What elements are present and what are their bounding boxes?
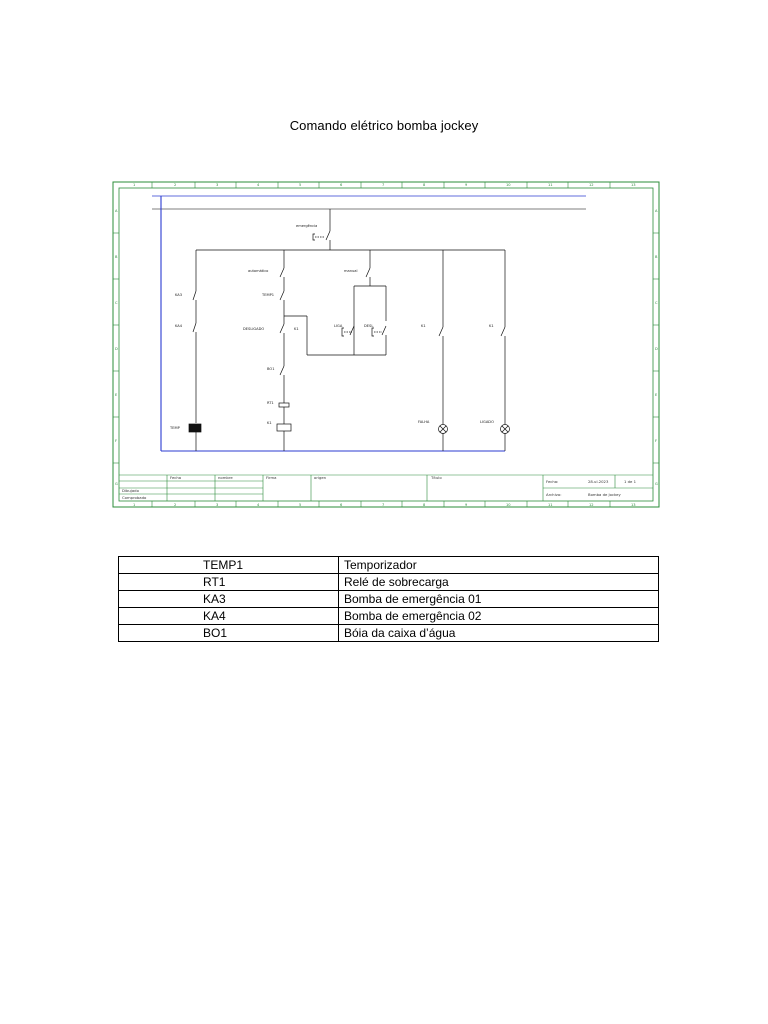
ruler-top-number: 3 (216, 183, 219, 187)
ruler-left-letter: E (115, 393, 118, 397)
legend-code: RT1 (119, 574, 339, 591)
label-lamp-falha: FALHA (418, 420, 430, 424)
legend-description: Bomba de emergência 02 (339, 608, 659, 625)
tb-fecha-r: Fecha: (546, 479, 559, 484)
legend-table (118, 556, 659, 642)
tb-fecha: Fecha (170, 475, 182, 480)
legend-row (119, 591, 659, 608)
legend-description: Relé de sobrecarga (339, 574, 659, 591)
tb-archivo-val: Bomba de Jockey (588, 492, 621, 497)
ruler-left-letter: B (115, 255, 118, 259)
ruler-bottom-number: 4 (257, 503, 260, 507)
ruler-right-letter: D (655, 347, 658, 351)
ruler-bottom-number: 3 (216, 503, 219, 507)
tb-fecha-val: 28.ul.2023 (588, 479, 609, 484)
ruler-right-letter: G (655, 482, 658, 486)
legend-row (119, 557, 659, 574)
ruler-bottom-number: 8 (423, 503, 426, 507)
ruler-top-number: 6 (340, 183, 343, 187)
ruler-top-number: 10 (506, 183, 511, 187)
ruler-bottom-number: 1 (133, 503, 136, 507)
legend-code: KA4 (119, 608, 339, 625)
ruler-top-number: 8 (423, 183, 426, 187)
label-automatico: automático (248, 269, 269, 273)
ruler-bottom-number: 6 (340, 503, 343, 507)
ruler-right-letter: C (655, 301, 658, 305)
legend-row (119, 608, 659, 625)
label-rt1: RT1 (267, 401, 274, 405)
legend-row (119, 574, 659, 591)
ruler-right-letter: A (655, 209, 658, 213)
legend-description: Temporizador (339, 557, 659, 574)
legend-row (119, 625, 659, 642)
ruler-top-number: 5 (299, 183, 302, 187)
ruler-top-number: 13 (631, 183, 636, 187)
ruler-top-number: 2 (174, 183, 177, 187)
ruler-left-letter: C (115, 301, 118, 305)
tb-firma: Firma (266, 475, 277, 480)
label-k1-b: K1 (489, 324, 494, 328)
label-desligado: DESLIGADO (243, 327, 265, 331)
ruler-top-number: 9 (465, 183, 468, 187)
ruler-top-number: 7 (382, 183, 385, 187)
label-liga: LIGA (334, 324, 343, 328)
ruler-top-number: 4 (257, 183, 260, 187)
legend-description: Bóia da caixa d’água (339, 625, 659, 642)
electrical-schematic (112, 181, 660, 509)
ruler-top-number: 12 (589, 183, 594, 187)
label-temp-coil: TEMP (170, 426, 180, 430)
label-manual: manual (344, 269, 358, 273)
document-title: Comando elétrico bomba jockey (289, 118, 479, 133)
tb-nombre: nombre (218, 475, 233, 480)
label-ka4: KA4 (175, 324, 183, 328)
ruler-bottom-number: 13 (631, 503, 636, 507)
legend-code: KA3 (119, 591, 339, 608)
label-temp1: TEMP1 (262, 293, 275, 297)
ruler-left-letter: A (115, 209, 118, 213)
ruler-left-letter: G (115, 482, 118, 486)
ruler-bottom-number: 5 (299, 503, 302, 507)
legend-description: Bomba de emergência 01 (339, 591, 659, 608)
label-ka3: KA3 (175, 293, 183, 297)
label-k1-coil: K1 (267, 421, 272, 425)
ruler-left-letter: D (115, 347, 118, 351)
ruler-bottom-number: 10 (506, 503, 511, 507)
ruler-top-number: 1 (133, 183, 136, 187)
tb-comprobado: Comprobado (122, 495, 147, 500)
tb-origen: origen (314, 475, 327, 480)
label-emergencia: emergência (296, 224, 318, 228)
legend-code: TEMP1 (119, 557, 339, 574)
tb-dibujado: Dibujado (122, 488, 139, 493)
ruler-right-letter: B (655, 255, 658, 259)
label-bo1: BO1 (267, 367, 275, 371)
ruler-bottom-number: 9 (465, 503, 468, 507)
ruler-bottom-number: 7 (382, 503, 385, 507)
ruler-right-letter: F (655, 439, 658, 443)
ruler-bottom-number: 12 (589, 503, 594, 507)
tb-titulo: Título (431, 475, 442, 480)
ruler-left-letter: F (115, 439, 118, 443)
ruler-top-number: 11 (548, 183, 553, 187)
ruler-right-letter: E (655, 393, 658, 397)
label-k1-a: K1 (421, 324, 426, 328)
ruler-bottom-number: 11 (548, 503, 553, 507)
legend-code: BO1 (119, 625, 339, 642)
tb-hoja: 1 de 1 (624, 479, 636, 484)
label-lamp-ligado: LIGADO (480, 420, 494, 424)
ruler-bottom-number: 2 (174, 503, 177, 507)
label-desl: DESL (364, 324, 374, 328)
tb-archivo: Archivo: (546, 492, 562, 497)
label-k1-left: K1 (294, 327, 299, 331)
